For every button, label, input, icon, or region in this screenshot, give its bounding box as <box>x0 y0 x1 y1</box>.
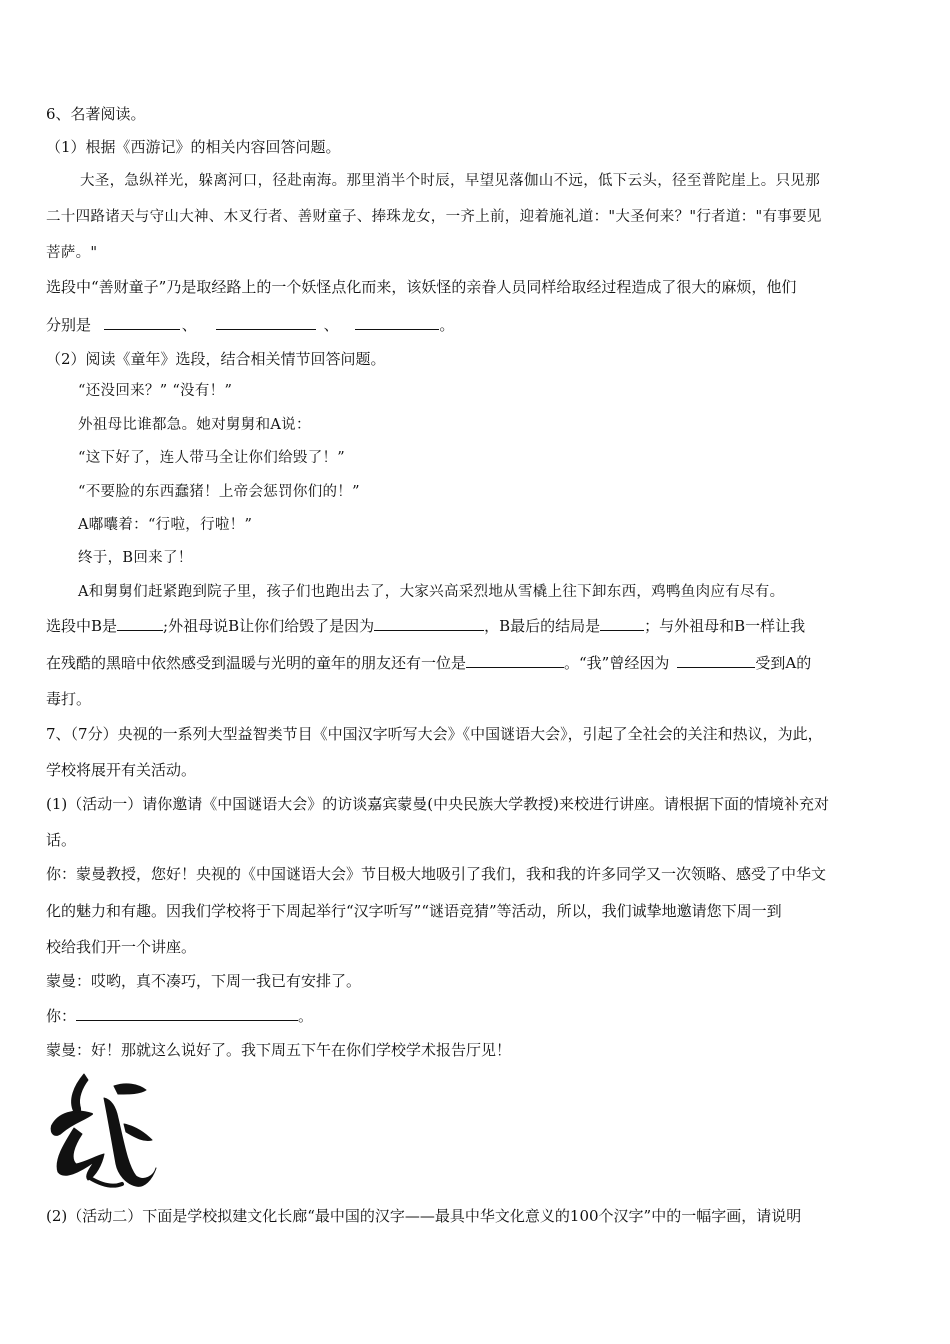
q6-passage2-line: A嘟囔着：“行啦，行啦！” <box>78 517 253 533</box>
q7-intro: 学校将展开有关活动。 <box>46 761 197 779</box>
question-text: ，B最后的结局是 <box>484 617 601 635</box>
q6-passage2-line: “这下好了，连人带马全让你们给毁了！” <box>78 450 346 466</box>
q7-dialog-line: 你：蒙曼教授，您好！央视的《中国谜语大会》节目极大地吸引了我们，我和我的许多同学又一次领略、感受了中华文 <box>46 865 827 883</box>
question-text: 选段中B是 <box>46 617 118 635</box>
q6-title: 6、名著阅读。 <box>46 105 146 123</box>
q6-passage1-line: 大圣，急纵祥光，躲离河口，径赴南海。那里消半个时辰，早望见落伽山不远，低下云头，径至普陀崖上。只见那 <box>80 173 820 189</box>
q6-passage2-line: “还没回来？” “没有！” <box>78 383 233 399</box>
q6-part2-heading: （2）阅读《童年》选段，结合相关情节回答问题。 <box>46 350 386 368</box>
q6-part2-question-line2 <box>46 652 811 673</box>
q6-part2-question-line3: 毒打。 <box>46 690 92 708</box>
q7-intro: 7、（7分）央视的一系列大型益智类节目《中国汉字听写大会》《中国谜语大会》，引起了全社会的关注和热议，为此， <box>46 725 823 743</box>
question-text: 与外祖母和B一样让我 <box>659 617 806 635</box>
q6-passage1-line: 二十四路诸天与守山大神、木叉行者、善财童子、捧珠龙女，一齐上前，迎着施礼道："大圣何来？"行者道："有事要见 <box>46 209 822 225</box>
q6-passage2-line: “不要脸的东西蠢猪！上帝会惩罚你们的！” <box>78 484 360 500</box>
q6-part1-heading: （1）根据《西游记》的相关内容回答问题。 <box>46 138 341 156</box>
calligraphy-wu-image <box>44 1068 162 1194</box>
answer-blank-friend[interactable] <box>466 652 564 668</box>
q6-passage2-line: 外祖母比谁都急。她对舅舅和A说： <box>78 417 311 433</box>
q6-passage1-line: 菩萨。" <box>46 245 98 261</box>
answer-blank-cause[interactable] <box>677 652 755 668</box>
separator: 、 <box>323 316 339 334</box>
period: 。 <box>439 316 455 334</box>
answer-prefix: 分别是 <box>46 316 92 334</box>
q6-part1-question: 选段中“善财童子”乃是取经路上的一个妖怪点化而来，该妖怪的亲眷人员同样给取经过程造成了很大的麻烦，他们 <box>46 278 797 296</box>
q7-dialog-line: 校给我们开一个讲座。 <box>46 938 197 956</box>
answer-blank-1[interactable] <box>104 314 180 330</box>
answer-blank-3[interactable] <box>355 314 439 330</box>
question-text: 。“我”曾经因为 <box>564 654 670 672</box>
speaker-label: 你： <box>46 1007 77 1025</box>
q7-dialog-line: 蒙曼：哎哟，真不凑巧，下周一我已有安排了。 <box>46 972 362 990</box>
answer-blank-b[interactable] <box>117 615 163 631</box>
q7-activity1: (1)（活动一）请你邀请《中国谜语大会》的访谈嘉宾蒙曼(中央民族大学教授)来校进行讲座。请根据下面的情境补充对 <box>46 795 829 813</box>
answer-blank-dialog[interactable] <box>76 1005 298 1021</box>
question-text: ； <box>644 617 660 635</box>
answer-blank-reason[interactable] <box>374 615 484 631</box>
q6-part1-answer-line <box>46 314 454 335</box>
answer-blank-2[interactable] <box>216 314 316 330</box>
question-text: 在残酷的黑暗中依然感受到温暖与光明的童年的朋友还有一位是 <box>46 654 467 672</box>
q6-passage2-line: A和舅舅们赶紧跑到院子里，孩子们也跑出去了，大家兴高采烈地从雪橇上往下卸东西，鸡鸭鱼肉应有尽有。 <box>78 584 785 600</box>
q7-reply: 蒙曼：好！那就这么说好了。我下周五下午在你们学校学术报告厅见！ <box>46 1041 512 1059</box>
period: 。 <box>298 1007 314 1025</box>
question-text: ;外祖母说B让你们给毁了是因为 <box>163 617 375 635</box>
q6-part2-question-line1 <box>46 615 805 636</box>
q7-activity2: (2)（活动二）下面是学校拟建文化长廊“最中国的汉字——最具中华文化意义的100个汉字”中的一幅字画，请说明 <box>46 1207 802 1225</box>
q7-activity1: 话。 <box>46 831 77 849</box>
question-text: 受到A的 <box>755 654 812 672</box>
separator: 、 <box>181 316 197 334</box>
q6-passage2-line: 终于，B回来了！ <box>78 550 193 566</box>
q7-dialog-line: 化的魅力和有趣。因我们学校将于下周起举行“汉字听写”“谜语竞猜”等活动，所以，我们诚挚地邀请您下周一到 <box>46 902 782 920</box>
q7-you-answer-line <box>46 1005 313 1026</box>
answer-blank-ending[interactable] <box>600 615 644 631</box>
